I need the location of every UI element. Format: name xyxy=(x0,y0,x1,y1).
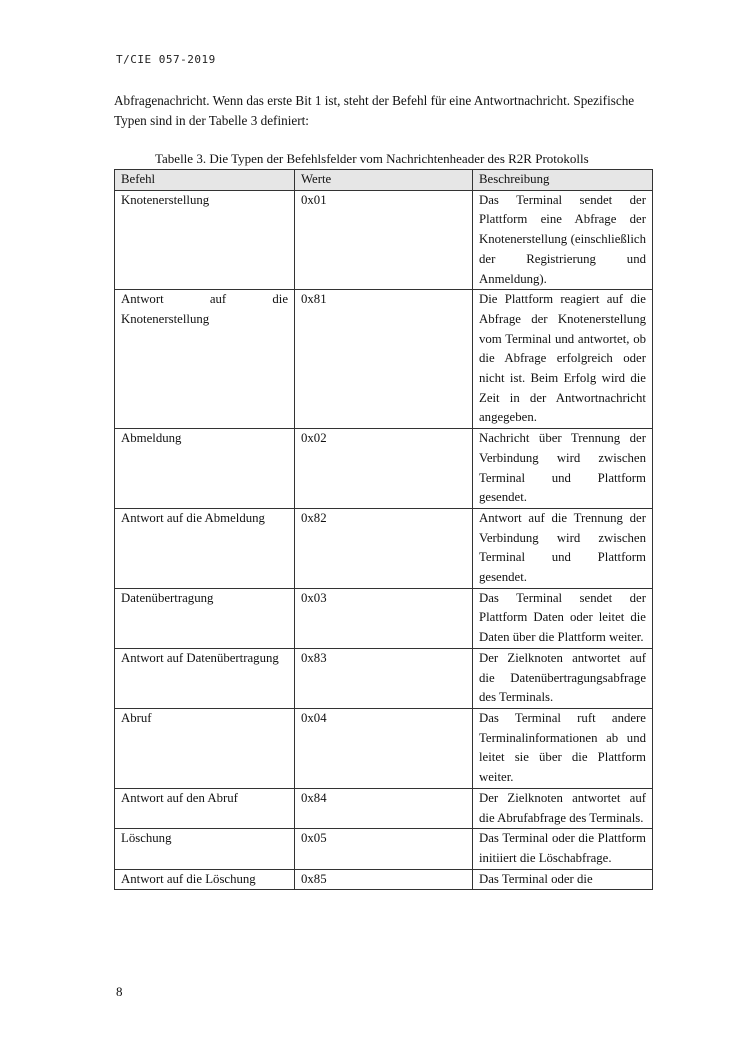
cell-beschreibung: Die Plattform reagiert auf die Abfrage der Knotenerstellung vom Terminal und antwortet, ob die Abfrage erfolgreich oder nicht ist. Beim Erfolg wird die Zeit in der Antwortnachricht angegeben. xyxy=(473,290,653,429)
column-header-befehl: Befehl xyxy=(115,170,295,191)
column-header-werte: Werte xyxy=(295,170,473,191)
cell-werte: 0x04 xyxy=(295,708,473,788)
cell-werte: 0x01 xyxy=(295,190,473,290)
intro-paragraph: Abfragenachricht. Wenn das erste Bit 1 ist, steht der Befehl für eine Antwortnachricht. Spezifische Typen sind in der Tabelle 3 definiert: xyxy=(114,93,635,128)
cell-befehl: Antwort auf Datenübertragung xyxy=(115,648,295,708)
cell-befehl: Knotenerstellung xyxy=(115,190,295,290)
cell-werte: 0x82 xyxy=(295,508,473,588)
cell-befehl: Abmeldung xyxy=(115,429,295,509)
cell-werte: 0x05 xyxy=(295,829,473,869)
cell-werte: 0x84 xyxy=(295,788,473,828)
table-header xyxy=(115,170,653,191)
cell-beschreibung: Antwort auf die Trennung der Verbindung wird zwischen Terminal und Plattform gesendet. xyxy=(473,508,653,588)
cell-beschreibung: Das Terminal sendet der Plattform eine Abfrage der Knotenerstellung (einschließlich der Registrierung und Anmeldung). xyxy=(473,190,653,290)
cell-werte: 0x85 xyxy=(295,869,473,890)
table-row xyxy=(115,788,653,828)
cell-befehl: Antwort auf die Abmeldung xyxy=(115,508,295,588)
page-number: 8 xyxy=(116,984,123,999)
cell-beschreibung: Der Zielknoten antwortet auf die Abrufabfrage des Terminals. xyxy=(473,788,653,828)
document-id-header: T/CIE 057-2019 xyxy=(116,53,216,66)
table-row xyxy=(115,829,653,869)
cell-werte: 0x03 xyxy=(295,588,473,648)
cell-befehl: Antwort auf die Knotenerstellung xyxy=(115,290,295,429)
table-caption: Tabelle 3. Die Typen der Befehlsfelder vom Nachrichtenheader des R2R Protokolls xyxy=(155,151,589,166)
column-header-beschreibung: Beschreibung xyxy=(473,170,653,191)
table-row xyxy=(115,508,653,588)
cell-befehl: Löschung xyxy=(115,829,295,869)
cell-beschreibung: Das Terminal oder die xyxy=(473,869,653,890)
table-row xyxy=(115,190,653,290)
cell-beschreibung: Der Zielknoten antwortet auf die Datenübertragungsabfrage des Terminals. xyxy=(473,648,653,708)
cell-befehl: Abruf xyxy=(115,708,295,788)
cell-beschreibung: Das Terminal ruft andere Terminalinformationen ab und leitet sie über die Plattform weiter. xyxy=(473,708,653,788)
cell-beschreibung: Nachricht über Trennung der Verbindung wird zwischen Terminal und Plattform gesendet. xyxy=(473,429,653,509)
cell-befehl: Antwort auf den Abruf xyxy=(115,788,295,828)
table-row xyxy=(115,588,653,648)
table-row xyxy=(115,648,653,708)
cell-werte: 0x81 xyxy=(295,290,473,429)
table-row xyxy=(115,708,653,788)
cell-beschreibung: Das Terminal oder die Plattform initiiert die Löschabfrage. xyxy=(473,829,653,869)
table-row xyxy=(115,869,653,890)
table-row xyxy=(115,429,653,509)
table-row xyxy=(115,290,653,429)
cell-befehl: Antwort auf die Löschung xyxy=(115,869,295,890)
cell-werte: 0x02 xyxy=(295,429,473,509)
table-header-row xyxy=(115,170,653,191)
table-body xyxy=(115,190,653,890)
cell-werte: 0x83 xyxy=(295,648,473,708)
cell-befehl: Datenübertragung xyxy=(115,588,295,648)
command-types-table xyxy=(114,169,653,890)
cell-beschreibung: Das Terminal sendet der Plattform Daten oder leitet die Daten über die Plattform weiter. xyxy=(473,588,653,648)
